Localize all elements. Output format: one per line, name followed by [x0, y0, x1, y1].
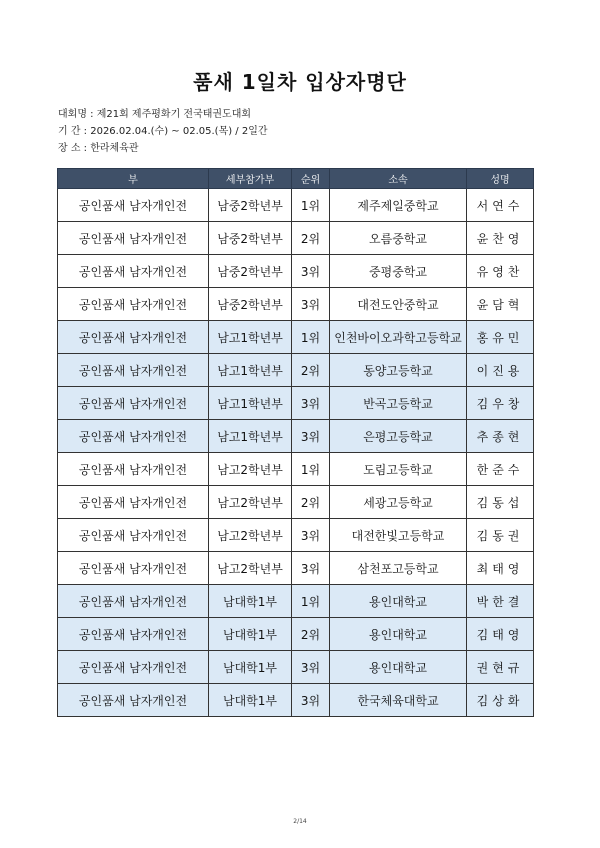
cell-division: 공인품새 남자개인전	[58, 552, 209, 585]
cell-subdivision: 남대학1부	[209, 651, 292, 684]
cell-division: 공인품새 남자개인전	[58, 618, 209, 651]
table-row	[58, 288, 534, 321]
cell-team: 제주제일중학교	[330, 189, 467, 222]
cell-name: 김동권	[467, 519, 534, 552]
cell-rank: 2위	[292, 222, 330, 255]
table-row	[58, 519, 534, 552]
cell-team: 대전한빛고등학교	[330, 519, 467, 552]
cell-subdivision: 남대학1부	[209, 585, 292, 618]
cell-name: 김동섭	[467, 486, 534, 519]
cell-division: 공인품새 남자개인전	[58, 420, 209, 453]
cell-name: 김우창	[467, 387, 534, 420]
event-info	[58, 106, 268, 157]
cell-team: 중평중학교	[330, 255, 467, 288]
table-row	[58, 354, 534, 387]
cell-rank: 1위	[292, 585, 330, 618]
cell-subdivision: 남고1학년부	[209, 387, 292, 420]
table-row	[58, 321, 534, 354]
cell-division: 공인품새 남자개인전	[58, 387, 209, 420]
table-row	[58, 387, 534, 420]
cell-team: 한국체육대학교	[330, 684, 467, 717]
cell-name: 김태영	[467, 618, 534, 651]
cell-division: 공인품새 남자개인전	[58, 651, 209, 684]
table-row	[58, 651, 534, 684]
table-header-row	[58, 169, 534, 189]
cell-division: 공인품새 남자개인전	[58, 321, 209, 354]
cell-name: 최태영	[467, 552, 534, 585]
cell-name: 권현규	[467, 651, 534, 684]
cell-subdivision: 남고1학년부	[209, 354, 292, 387]
cell-team: 대전도안중학교	[330, 288, 467, 321]
cell-subdivision: 남중2학년부	[209, 255, 292, 288]
cell-rank: 3위	[292, 651, 330, 684]
cell-name: 서연수	[467, 189, 534, 222]
table-row	[58, 684, 534, 717]
cell-rank: 3위	[292, 684, 330, 717]
table-row	[58, 420, 534, 453]
header-rank: 순위	[292, 169, 330, 189]
table-row	[58, 255, 534, 288]
cell-rank: 1위	[292, 189, 330, 222]
cell-subdivision: 남고2학년부	[209, 486, 292, 519]
cell-team: 동양고등학교	[330, 354, 467, 387]
cell-team: 반곡고등학교	[330, 387, 467, 420]
cell-name: 홍유민	[467, 321, 534, 354]
cell-team: 은평고등학교	[330, 420, 467, 453]
cell-rank: 3위	[292, 387, 330, 420]
cell-name: 유영찬	[467, 255, 534, 288]
cell-subdivision: 남고1학년부	[209, 321, 292, 354]
cell-subdivision: 남고1학년부	[209, 420, 292, 453]
cell-name: 김상화	[467, 684, 534, 717]
cell-subdivision: 남고2학년부	[209, 519, 292, 552]
cell-subdivision: 남대학1부	[209, 684, 292, 717]
cell-rank: 2위	[292, 618, 330, 651]
cell-team: 삼천포고등학교	[330, 552, 467, 585]
cell-name: 추종현	[467, 420, 534, 453]
cell-rank: 3위	[292, 255, 330, 288]
cell-division: 공인품새 남자개인전	[58, 354, 209, 387]
cell-subdivision: 남중2학년부	[209, 189, 292, 222]
table-row	[58, 222, 534, 255]
table-body	[58, 189, 534, 717]
cell-division: 공인품새 남자개인전	[58, 453, 209, 486]
table-row	[58, 585, 534, 618]
cell-subdivision: 남중2학년부	[209, 222, 292, 255]
cell-rank: 2위	[292, 486, 330, 519]
results-table	[57, 168, 534, 717]
cell-name: 윤담혁	[467, 288, 534, 321]
cell-name: 윤찬영	[467, 222, 534, 255]
cell-rank: 3위	[292, 288, 330, 321]
cell-team: 세광고등학교	[330, 486, 467, 519]
event-period: 기 간 : 2026.02.04.(수) ~ 02.05.(목) / 2일간	[58, 126, 268, 137]
header-division: 부	[58, 169, 209, 189]
cell-team: 용인대학교	[330, 585, 467, 618]
cell-division: 공인품새 남자개인전	[58, 486, 209, 519]
cell-name: 이진용	[467, 354, 534, 387]
cell-subdivision: 남대학1부	[209, 618, 292, 651]
table-row	[58, 189, 534, 222]
cell-division: 공인품새 남자개인전	[58, 189, 209, 222]
cell-name: 박한결	[467, 585, 534, 618]
cell-subdivision: 남고2학년부	[209, 552, 292, 585]
cell-team: 인천바이오과학고등학교	[330, 321, 467, 354]
cell-rank: 1위	[292, 321, 330, 354]
cell-division: 공인품새 남자개인전	[58, 519, 209, 552]
cell-division: 공인품새 남자개인전	[58, 585, 209, 618]
cell-subdivision: 남고2학년부	[209, 453, 292, 486]
page-title: 품새 1일차 입상자명단	[193, 70, 407, 94]
event-venue: 장 소 : 한라체육관	[58, 143, 139, 154]
cell-rank: 3위	[292, 519, 330, 552]
page-number: 2/14	[293, 818, 307, 825]
cell-rank: 3위	[292, 420, 330, 453]
cell-team: 오름중학교	[330, 222, 467, 255]
cell-team: 도림고등학교	[330, 453, 467, 486]
cell-team: 용인대학교	[330, 618, 467, 651]
event-name: 대회명 : 제21회 제주평화기 전국태권도대회	[58, 109, 252, 120]
table-row	[58, 618, 534, 651]
table-row	[58, 486, 534, 519]
header-subdivision: 세부참가부	[209, 169, 292, 189]
cell-rank: 1위	[292, 453, 330, 486]
cell-division: 공인품새 남자개인전	[58, 288, 209, 321]
cell-division: 공인품새 남자개인전	[58, 222, 209, 255]
cell-division: 공인품새 남자개인전	[58, 684, 209, 717]
table-row	[58, 453, 534, 486]
cell-rank: 2위	[292, 354, 330, 387]
cell-name: 한준수	[467, 453, 534, 486]
table-row	[58, 552, 534, 585]
header-name: 성명	[467, 169, 534, 189]
header-team: 소속	[330, 169, 467, 189]
cell-division: 공인품새 남자개인전	[58, 255, 209, 288]
cell-subdivision: 남중2학년부	[209, 288, 292, 321]
cell-team: 용인대학교	[330, 651, 467, 684]
cell-rank: 3위	[292, 552, 330, 585]
